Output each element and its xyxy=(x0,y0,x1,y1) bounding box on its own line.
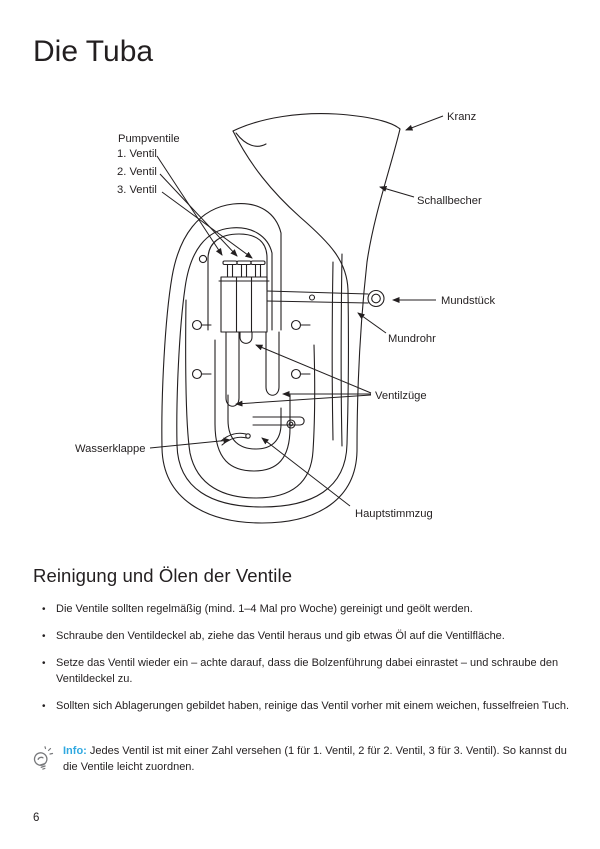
bullet-marker: • xyxy=(42,700,46,712)
cleaning-section xyxy=(33,565,581,726)
lightbulb-icon xyxy=(30,746,54,774)
diagram-label-schallbecher: Schallbecher xyxy=(417,195,482,207)
diagram-label-mundrohr: Mundrohr xyxy=(388,333,436,345)
bullet-text: Die Ventile sollten regelmäßig (mind. 1–4 Mal pro Woche) gereinigt und geölt werden. xyxy=(56,603,473,615)
diagram-label-ventil2: 2. Ventil xyxy=(117,166,157,178)
diagram-label-mundstueck: Mundstück xyxy=(441,295,496,307)
diagram-label-ventil3: 3. Ventil xyxy=(117,184,157,196)
page-number: 6 xyxy=(33,812,40,824)
bullet-text: Schraube den Ventildeckel ab, ziehe das Ventil heraus und gib etwas Öl auf die Ventilfläche. xyxy=(56,630,505,643)
info-label: Info: xyxy=(63,745,87,757)
page-title: Die Tuba xyxy=(33,35,154,68)
bullet-marker: • xyxy=(42,604,46,615)
diagram-label-pumpventile: Pumpventile xyxy=(118,133,180,145)
tuba-line-art xyxy=(162,114,400,523)
diagram-label-kranz: Kranz xyxy=(447,111,477,123)
instruction-list xyxy=(33,602,581,714)
bullet-text: Setze das Ventil wieder ein – achte darauf, dass die Bolzenführung dabei einrastet – und schraube den Ventildeckel zu. xyxy=(56,657,559,685)
diagram-label-ventil1: 1. Ventil xyxy=(117,148,157,160)
bullet-text: Sollten sich Ablagerungen gebildet haben, reinige das Ventil vorher mit einem weichen, fusselfreien Tuch. xyxy=(56,699,570,712)
pointer-lines xyxy=(150,116,443,506)
info-note xyxy=(30,744,580,776)
tuba-diagram xyxy=(0,95,600,555)
list-item xyxy=(33,656,581,686)
info-text: Jedes Ventil ist mit einer Zahl versehen (1 für 1. Ventil, 2 für 2. Ventil, 3 für 3. Ventil). So kannst du die Ventile leicht zuordnen. xyxy=(63,745,567,773)
diagram-label-ventilzuege: Ventilzüge xyxy=(375,390,427,402)
diagram-label-wasserklappe: Wasserklappe xyxy=(75,443,146,455)
info-text-block xyxy=(63,744,568,776)
list-item xyxy=(33,699,581,714)
section-heading: Reinigung und Ölen der Ventile xyxy=(33,565,293,586)
diagram-label-hauptstimmzug: Hauptstimmzug xyxy=(355,508,433,520)
list-item xyxy=(33,629,581,644)
list-item xyxy=(33,602,581,617)
bullet-marker: • xyxy=(42,658,46,670)
bullet-marker: • xyxy=(42,631,46,643)
